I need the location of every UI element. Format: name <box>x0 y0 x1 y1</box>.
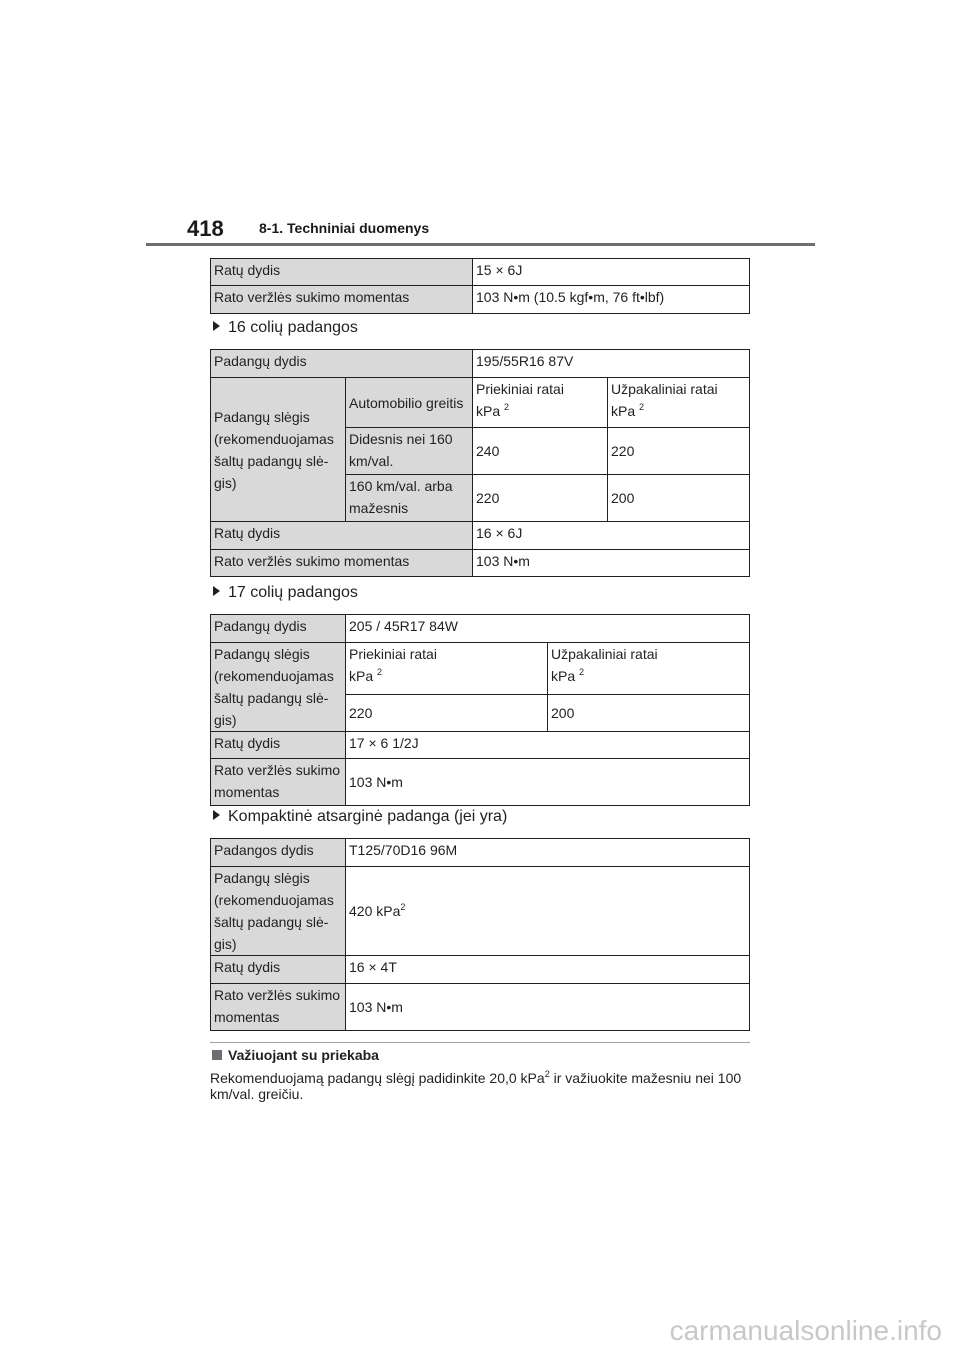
tire-size-value: T125/70D16 96M <box>346 839 750 867</box>
heading-16in-text: 16 colių padangos <box>228 319 358 336</box>
pressure-label: Padangų slėgis (rekomenduojamas šaltų padangų slė-gis) <box>211 378 346 522</box>
torque-value: 103 N•m (10.5 kgf•m, 76 ft•lbf) <box>473 286 750 314</box>
tire-size-label: Padangos dydis <box>211 839 346 867</box>
wheel-size-value: 16 × 4T <box>346 956 750 984</box>
note-title <box>212 1047 379 1063</box>
front-header: Priekiniai ratai kPa $^2$ <box>473 378 608 428</box>
triangle-bullet-icon <box>213 810 220 820</box>
rear-header: Užpakaliniai ratai kPa $^2$ <box>608 378 750 428</box>
wheel-size-value: 16 × 6J <box>473 522 750 550</box>
pressure-label: Padangų slėgis (rekomenduojamas šaltų padangų slė-gis) <box>211 867 346 956</box>
heading-spare-text: Kompaktinė atsarginė padanga (jei yra) <box>228 808 508 825</box>
rear-pressure-high: 220 <box>608 428 750 475</box>
rear-header: Užpakaliniai ratai kPa $^2$ <box>548 643 750 695</box>
triangle-bullet-icon <box>213 321 220 331</box>
front-pressure-high: 240 <box>473 428 608 475</box>
pressure-label: Padangų slėgis (rekomenduojamas šaltų padangų slė-gis) <box>211 643 346 732</box>
wheel-size-value: 15 × 6J <box>473 259 750 286</box>
front-header: Priekiniai ratai kPa $^2$ <box>346 643 548 695</box>
watermark: carmanualsonline.info <box>669 1315 942 1346</box>
speed-row-high: Didesnis nei 160 km/val. <box>346 428 473 475</box>
tire-size-label: Padangų dydis <box>211 615 346 643</box>
header-rule <box>146 243 815 246</box>
pressure-value: 420 kPa$^2$ <box>346 867 750 956</box>
tire-size-value: 195/55R16 87V <box>473 350 750 378</box>
tire-size-value: 205 / 45R17 84W <box>346 615 750 643</box>
speed-row-low: 160 km/val. arba mažesnis <box>346 475 473 522</box>
wheel-size-value: 17 × 6 1/2J <box>346 732 750 759</box>
wheel-size-label: Ratų dydis <box>211 522 473 550</box>
table-spare-tire <box>210 838 750 1031</box>
torque-value: 103 N•m <box>346 984 750 1031</box>
front-pressure: 220 <box>346 695 548 732</box>
table-17in-tires <box>210 614 750 806</box>
wheel-size-label: Ratų dydis <box>211 259 473 286</box>
note-title-text: Važiuojant su priekaba <box>228 1047 379 1063</box>
torque-label: Rato veržlės sukimo momentas <box>211 286 473 314</box>
tire-size-label: Padangų dydis <box>211 350 473 378</box>
note-body: Rekomenduojamą padangų slėgį padidinkite 20,0 kPa$^2$ ir važiuokite mažesniu nei 100 km/val. greičiu. <box>210 1069 742 1102</box>
page-number: 418 <box>187 216 224 241</box>
square-bullet-icon <box>212 1050 222 1060</box>
wheel-size-label: Ratų dydis <box>211 956 346 984</box>
torque-label: Rato veržlės sukimo momentas <box>211 550 473 577</box>
rear-pressure-low: 200 <box>608 475 750 522</box>
torque-label: Rato veržlės sukimo momentas <box>211 984 346 1031</box>
heading-17in-text: 17 colių padangos <box>228 584 358 601</box>
table-15in-wheels <box>210 258 750 314</box>
heading-16in <box>213 319 358 337</box>
torque-value: 103 N•m <box>346 759 750 806</box>
note-divider <box>210 1042 750 1043</box>
torque-label: Rato veržlės sukimo momentas <box>211 759 346 806</box>
page-header <box>0 208 960 248</box>
section-title: 8-1. Techniniai duomenys <box>259 220 430 236</box>
front-pressure-low: 220 <box>473 475 608 522</box>
triangle-bullet-icon <box>213 586 220 596</box>
wheel-size-label: Ratų dydis <box>211 732 346 759</box>
speed-header: Automobilio greitis <box>346 378 473 428</box>
heading-17in <box>213 584 358 602</box>
heading-spare <box>213 808 507 826</box>
table-16in-tires <box>210 349 750 577</box>
rear-pressure: 200 <box>548 695 750 732</box>
torque-value: 103 N•m <box>473 550 750 577</box>
